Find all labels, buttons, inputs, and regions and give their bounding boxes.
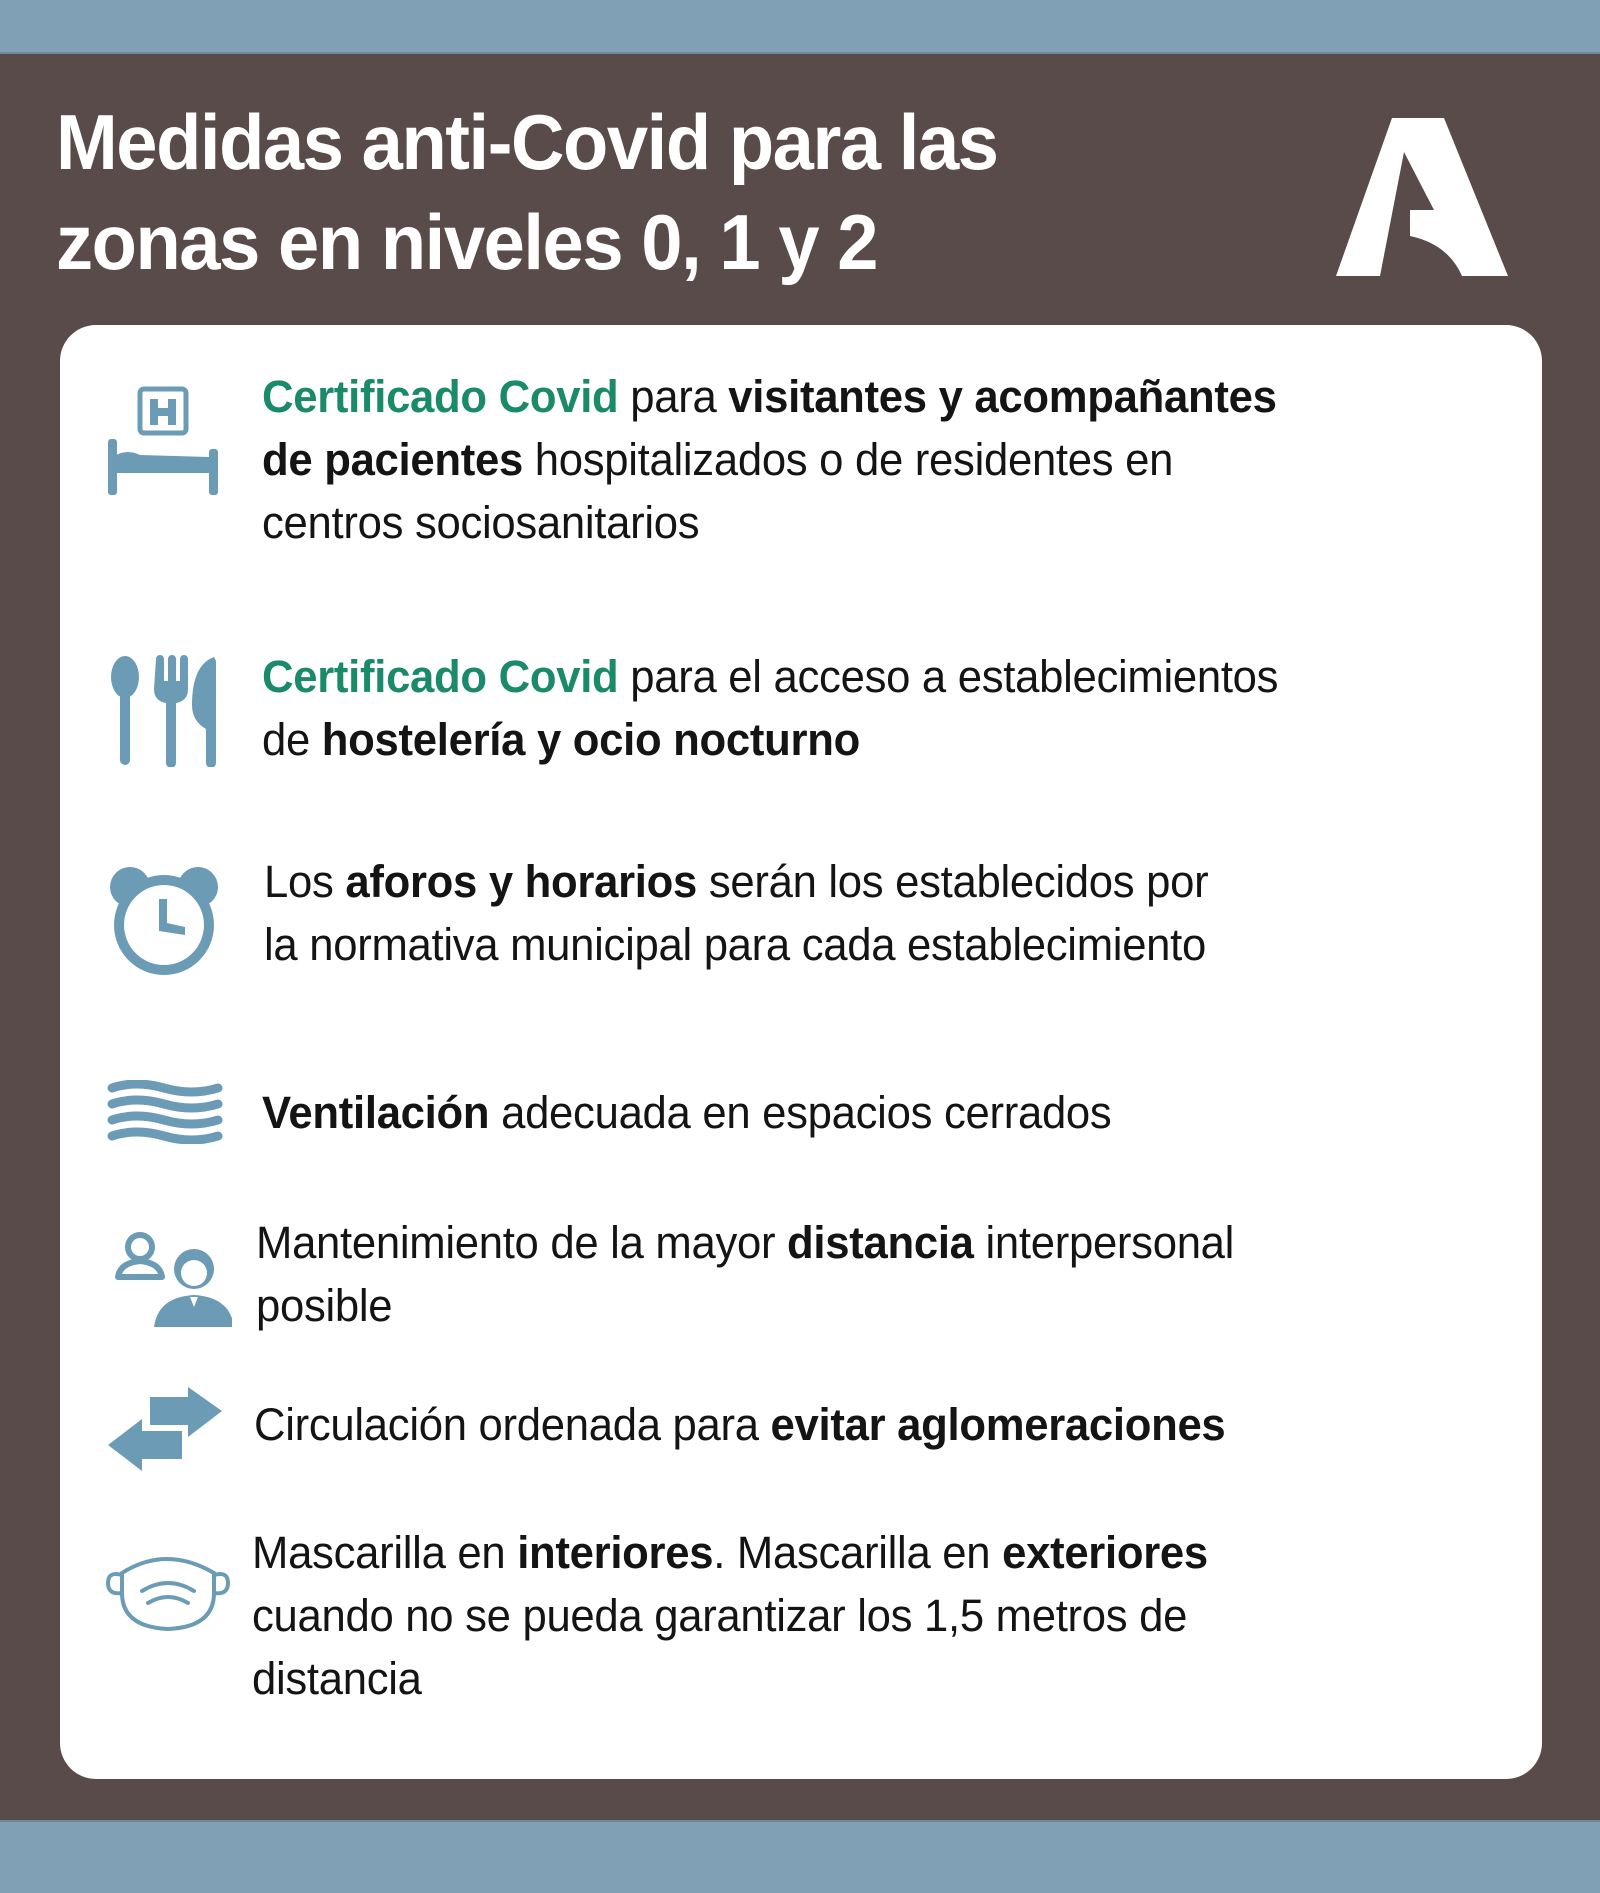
measure-line: Mascarilla en interiores. Mascarilla en exteriores bbox=[252, 1527, 1208, 1578]
measure-line: Ventilación adecuada en espacios cerrados bbox=[262, 1087, 1112, 1138]
bottom-color-band bbox=[0, 1820, 1600, 1893]
measure-text bbox=[262, 645, 1278, 771]
title-line-1: Medidas anti-Covid para las bbox=[56, 98, 998, 186]
measure-line: la normativa municipal para cada establecimiento bbox=[264, 919, 1206, 970]
page-title bbox=[56, 92, 998, 292]
hospital-bed-icon bbox=[106, 385, 220, 497]
ventilation-waves-icon bbox=[106, 1080, 224, 1144]
alarm-clock-icon bbox=[108, 865, 220, 975]
title-line-2: zonas en niveles 0, 1 y 2 bbox=[56, 198, 878, 286]
measure-text bbox=[264, 850, 1208, 976]
measure-text bbox=[262, 1081, 1111, 1144]
measure-line: cuando no se pueda garantizar los 1,5 metros de bbox=[252, 1590, 1188, 1641]
measures-card bbox=[60, 325, 1542, 1779]
measure-line: centros sociosanitarios bbox=[262, 497, 700, 548]
measure-line: distancia bbox=[252, 1653, 422, 1704]
measure-text bbox=[262, 365, 1277, 554]
measure-text bbox=[254, 1393, 1225, 1456]
measure-line: de pacientes hospitalizados o de residentes en bbox=[262, 434, 1174, 485]
measure-line: posible bbox=[256, 1280, 393, 1331]
measure-text bbox=[256, 1211, 1234, 1337]
measure-line: Circulación ordenada para evitar aglomeraciones bbox=[254, 1399, 1226, 1450]
measure-line: Certificado Covid para el acceso a establecimientos bbox=[262, 651, 1279, 702]
measure-line: Los aforos y horarios serán los establecidos por bbox=[264, 856, 1209, 907]
measure-text bbox=[252, 1521, 1208, 1710]
top-color-band bbox=[0, 0, 1600, 54]
measure-line: Mantenimiento de la mayor distancia interpersonal bbox=[256, 1217, 1235, 1268]
measure-line: Certificado Covid para visitantes y acompañantes bbox=[262, 371, 1277, 422]
cutlery-icon bbox=[110, 655, 220, 767]
measure-line: de hostelería y ocio nocturno bbox=[262, 714, 860, 765]
junta-andalucia-logo-icon bbox=[1336, 118, 1508, 276]
two-way-arrows-icon bbox=[108, 1387, 224, 1471]
face-mask-icon bbox=[106, 1549, 230, 1631]
people-distance-icon bbox=[114, 1231, 232, 1329]
